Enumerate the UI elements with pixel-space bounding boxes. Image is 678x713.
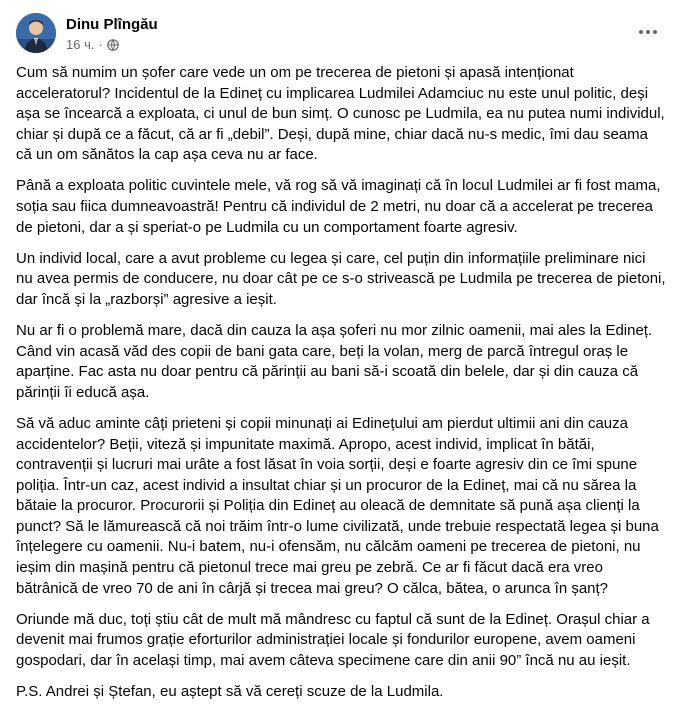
post-meta xyxy=(66,37,119,52)
post-paragraph: Să vă aduc aminte câți prieteni și copii minunați ai Edinețului am pierdut ultimii ani din cauza accidentelor? Beții, viteză și impunitate maximă. Apropo, acest individ, implicat în bătăi, contravenții și lucruri mai urâte a fost lăsat în voia sorții, deși e foarte agresiv din ce îmi spune poliția. Într-un caz, acest individ a insultat chiar și un procuror de la Edineț, mai că nu sărea la bătaie la procuror. Procurorii și Poliția din Edineț au oleacă de demnitate să pună așa clienți la punct? Să le lămurească că noi trăim într-o lume civilizată, unde trebuie respectată legea și buna înțelegere cu oamenii. Nu-i batem, nu-i ofensăm, nu călcăm oameni pe trecerea de pietoni, nu ieșim din mașină pentru că pietonul trece mai greu pe zebră. Ce ar fi făcut dacă era vreo bătrânică de vreo 70 de ani în cârjă și trecea mai greu? O călca, bătea, o arunca în șanț? xyxy=(16,414,659,597)
more-options-icon[interactable] xyxy=(634,20,662,44)
author-name[interactable]: Dinu Plîngău xyxy=(66,16,158,33)
post-paragraph: P.S. Andrei și Ștefan, eu aștept să vă cereți scuze de la Ludmila. xyxy=(16,683,444,701)
author-avatar[interactable] xyxy=(16,13,56,53)
avatar-image xyxy=(16,13,56,53)
post-time[interactable]: 16 ч. xyxy=(66,37,95,52)
post-paragraph: Nu ar fi o problemă mare, dacă din cauza la așa șoferi nu mor zilnic oamenii, mai ales la Edineț. Când vin acasă văd des copii de bani gata care, beți la volan, merg de parcă întregul oraș le aparține. Fac asta nu doar pentru că părinții au bani să-i scoată din belele, dar și din cauza că părinții îi educă așa. xyxy=(16,322,653,401)
post-paragraph: Oriunde mă duc, toți știu cât de mult mă mândresc cu faptul că sunt de la Edineț. Orașul chiar a devenit mai frumos grație eforturilor administrației locale și fondurilor europene, avem oameni gospodari, dar în același timp, mai avem câteva specimene care din anii 90” încă nu au ieșit. xyxy=(16,610,650,669)
post-paragraph: Un individ local, care a avut probleme cu legea și care, cel puțin din informațiile preliminare nici nu avea permis de conducere, nu doar cât pe ce s-o strivească pe Ludmila pe trecerea de pietoni, dar încă și la „razborși” agresive a ieșit. xyxy=(16,249,666,308)
post-header xyxy=(16,12,666,56)
globe-icon xyxy=(107,39,119,51)
post-paragraph: Până a exploata politic cuvintele mele, vă rog să vă imaginați că în locul Ludmilei ar fi fost mama, soția sau fiica dumneavoastră! Pentru că individul de 2 metri, nu doar că a accelerat pe trecerea de pietoni, dar a și speriat-o pe Ludmila cu un comportament foarte agresiv. xyxy=(16,177,661,236)
post-paragraph: Cum să numim un șofer care vede un om pe trecerea de pietoni și apasă intenționat acceleratorul? Incidentul de la Edineț cu implicarea Ludmilei Adamciuc nu este unul politic, deși așa se încearcă a exploata, ci unul de bun simț. O cunosc pe Ludmila, ea nu putea numi individul, chiar și după ce a făcut, că ar fi „debil”. Deși, după mine, chiar dacă nu-s medic, îmi dau seama că un om sănătos la cap așa ceva nu ar face. xyxy=(16,64,665,164)
meta-separator: · xyxy=(98,37,103,52)
post-body xyxy=(16,63,666,713)
